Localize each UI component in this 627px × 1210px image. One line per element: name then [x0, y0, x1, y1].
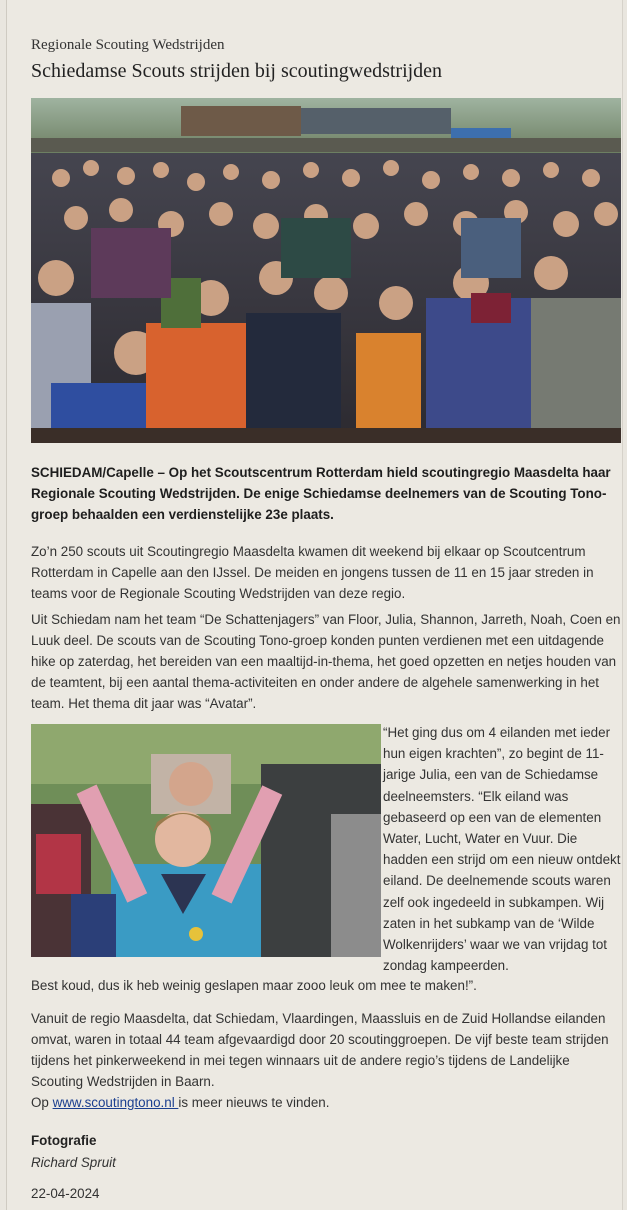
- article-paragraph-5: [31, 1008, 623, 1113]
- hero-photo-scouts-crowd: [31, 98, 621, 443]
- article-kicker: Regionale Scouting Wedstrijden: [31, 37, 225, 53]
- crowd-photo-illustration: [31, 98, 621, 443]
- photographer-name: Richard Spruit: [31, 1155, 116, 1170]
- paragraph-6-prefix: Op: [31, 1095, 53, 1110]
- scoutingtono-link[interactable]: www.scoutingtono.nl: [52, 1095, 179, 1110]
- article-paragraph-3: Uit Schiedam nam het team “De Schattenjagers” van Floor, Julia, Shannon, Jarreth, Noah, Coen en Luuk deel. De scouts van de Scouting Tono-groep konden punten verdienen met een uitdagende hike op zaterdag, het bereiden van een maaltijd-in-thema, het goed opzetten en netjes houden van de teamtent, bij een aantal thema-activiteiten en onder andere de algehele samenwerking in het team. Het thema dit jaar was “Avatar”.: [31, 612, 621, 711]
- paragraph-5-text: Vanuit de regio Maasdelta, dat Schiedam, Vlaardingen, Maassluis en de Zuid Hollandse eilanden omvat, waren in totaal 44 team afgevaardigd door 20 scoutinggroepen. De vijf beste team strijden tijdens het pinkerweekend in mei tegen winnaars uit de andere regio’s tijdens de Landelijke Scouting Wedstrijden in Baarn.: [31, 1011, 609, 1089]
- article-page: [6, 0, 623, 1210]
- paragraph-6-suffix: is meer nieuws te vinden.: [178, 1095, 330, 1110]
- article-date: 22-04-2024: [31, 1186, 100, 1201]
- article-quote-wrapped: “Het ging dus om 4 eilanden met ieder hun eigen krachten”, zo begint de 11-jarige Julia, een van de Schiedamse deelneemsters. “Elk eiland was gebaseerd op een van de elementen Water, Lucht, Water en Vuur. Die hadden een strijd om een nieuw ontdekt eiland. De deelnemende scouts waren zelf ook ingedeeld in subkampen. Wij zaten in het subkamp van de ‘Wilde Wolkenrijders’ waar we van vrijdag tot zondag kampeerden.: [383, 725, 621, 974]
- article-quote-tail: Best koud, dus ik heb weinig geslapen maar zooo leuk om mee te maken!”.: [31, 978, 477, 993]
- scout-girl-photo-illustration: [31, 724, 381, 957]
- article-paragraph-2: Zo’n 250 scouts uit Scoutingregio Maasdelta kwamen dit weekend bij elkaar op Scoutcentrum Rotterdam in Capelle aan den IJssel. De meiden en jongens tussen de 11 en 15 jaar streden in teams voor de Regionale Scouting Wedstrijden van deze regio.: [31, 544, 594, 601]
- article-title: Schiedamse Scouts strijden bij scoutingwedstrijden: [31, 60, 443, 82]
- inline-photo-julia: [31, 724, 381, 957]
- photography-heading: Fotografie: [31, 1133, 97, 1148]
- article-lead: SCHIEDAM/Capelle – Op het Scoutscentrum Rotterdam hield scoutingregio Maasdelta haar Regionale Scouting Wedstrijden. De enige Schiedamse deelnemers van de Scouting Tono-groep behaalden een verdienstelijke 23e plaats.: [31, 465, 611, 522]
